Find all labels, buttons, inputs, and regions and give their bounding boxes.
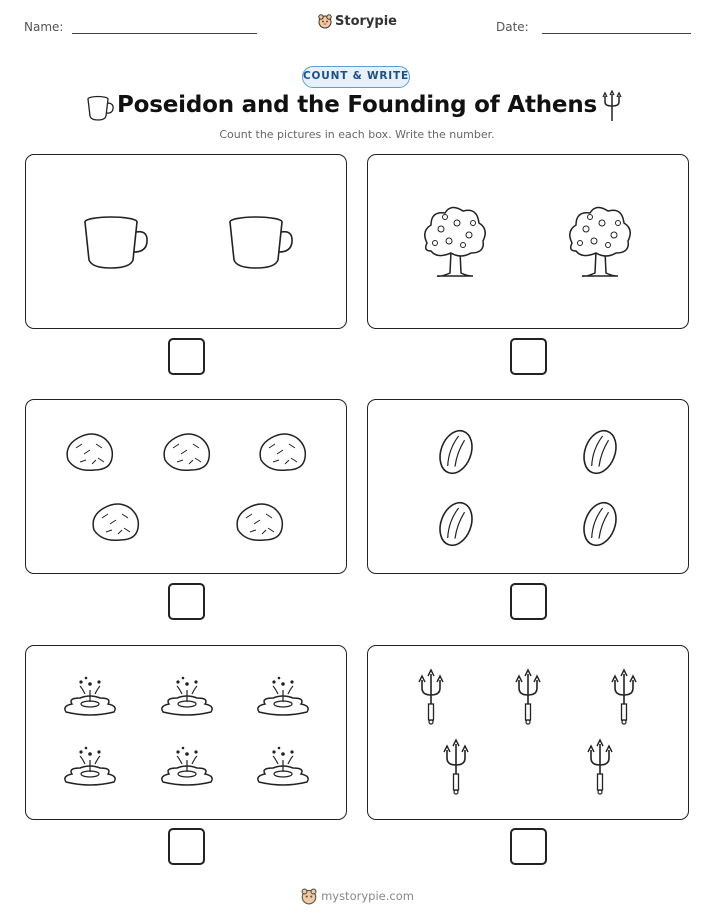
olive-tree-icon xyxy=(425,207,486,276)
spring-icon xyxy=(258,747,308,785)
storypie-mascot-icon xyxy=(317,13,333,29)
spring-icon xyxy=(65,677,115,715)
count-panel-rocks xyxy=(25,399,347,574)
answer-box-olives[interactable] xyxy=(510,583,547,620)
date-label: Date: xyxy=(496,20,529,34)
count-panel-springs xyxy=(25,645,347,820)
answer-box-tridents[interactable] xyxy=(510,828,547,865)
trident-icon xyxy=(516,670,540,724)
spring-icon xyxy=(65,747,115,785)
brand-name: Storypie xyxy=(335,14,397,29)
trident-icon xyxy=(419,670,443,724)
trident-icon xyxy=(612,670,636,724)
answer-box-rocks[interactable] xyxy=(168,583,205,620)
name-write-line[interactable] xyxy=(72,33,257,34)
rock-icon xyxy=(67,434,112,470)
spring-icon xyxy=(162,677,212,715)
mug-icon xyxy=(85,217,147,268)
rock-icon xyxy=(93,504,138,540)
answer-box-mugs[interactable] xyxy=(168,338,205,375)
count-panel-mugs xyxy=(25,154,347,329)
answer-box-springs[interactable] xyxy=(168,828,205,865)
footer xyxy=(0,887,714,905)
rock-icon xyxy=(237,504,282,540)
spring-icon xyxy=(258,677,308,715)
instructions: Count the pictures in each box. Write the number. xyxy=(219,128,495,141)
activity-badge: COUNT & WRITE xyxy=(302,66,410,88)
page-title: Poseidon and the Founding of Athens xyxy=(117,92,597,118)
footer-url[interactable]: mystorypie.com xyxy=(321,889,414,903)
trident-icon xyxy=(588,740,612,794)
olive-icon xyxy=(434,426,477,478)
date-write-line[interactable] xyxy=(542,33,691,34)
trident-icon xyxy=(600,90,624,124)
storypie-mascot-icon xyxy=(300,887,318,905)
name-label: Name: xyxy=(24,20,64,34)
olive-icon xyxy=(578,426,621,478)
count-panel-tridents xyxy=(367,645,689,820)
count-panel-olives xyxy=(367,399,689,574)
olive-icon xyxy=(578,498,621,550)
olive-tree-icon xyxy=(570,207,631,276)
mug-icon xyxy=(230,217,292,268)
rock-icon xyxy=(260,434,305,470)
count-panel-olive-trees xyxy=(367,154,689,329)
answer-box-olive-trees[interactable] xyxy=(510,338,547,375)
olive-icon xyxy=(434,498,477,550)
brand-logo xyxy=(0,13,714,29)
rock-icon xyxy=(164,434,209,470)
trident-icon xyxy=(444,740,468,794)
spring-icon xyxy=(162,747,212,785)
